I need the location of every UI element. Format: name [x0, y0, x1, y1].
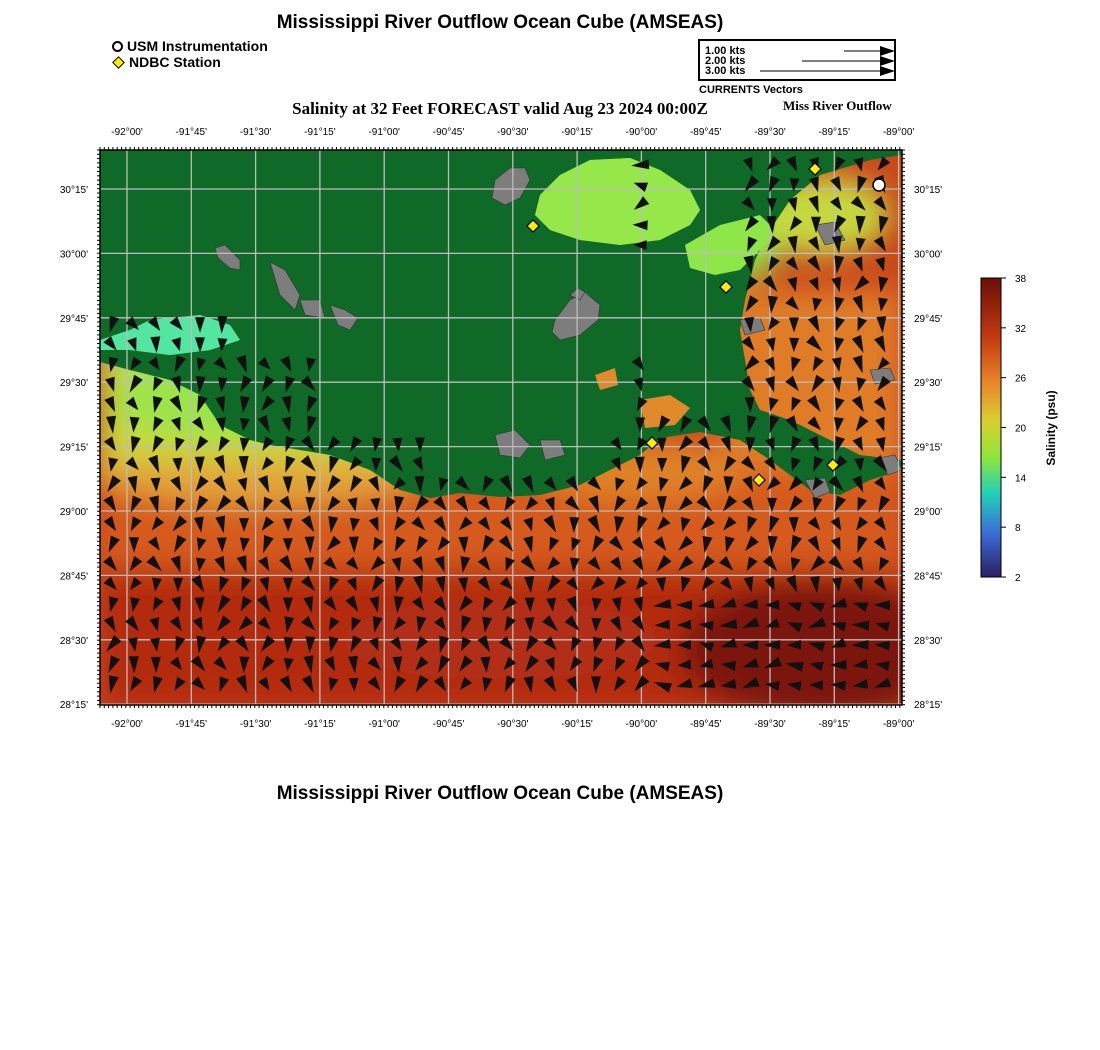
- lon-tick-label-bottom: -89°45': [689, 719, 722, 730]
- colorbar-gradient: [981, 278, 1001, 577]
- lon-tick-label-top: -92°00': [111, 127, 143, 138]
- lat-tick-label-left: 29°30': [59, 378, 88, 390]
- region-label: Miss River Outflow: [783, 98, 892, 113]
- bottom-title: Mississippi River Outflow Ocean Cube (AMSEAS): [276, 783, 724, 804]
- lat-tick-label-right: 29°15': [914, 442, 943, 454]
- lat-tick-label-left: 29°45': [59, 313, 88, 325]
- lon-tick-label-top: -91°45': [175, 127, 208, 138]
- colorbar-tick-label: 20: [1015, 423, 1027, 435]
- colorbar-tick-label: 32: [1015, 323, 1027, 335]
- lat-tick-label-left: 30°00': [59, 249, 88, 261]
- colorbar-ticks: [1001, 274, 1027, 584]
- lon-tick-label-bottom: -92°00': [111, 719, 143, 730]
- lat-tick-label-right: 28°15': [914, 700, 943, 712]
- colorbar: [981, 274, 1058, 584]
- lon-tick-label-top: -91°30': [239, 127, 272, 138]
- lon-tick-label-top: -90°00': [625, 127, 658, 138]
- lat-tick-label-right: 30°15': [914, 185, 943, 196]
- usm-legend-label: USM Instrumentation: [127, 38, 268, 54]
- colorbar-title: Salinity (psu): [1044, 390, 1058, 466]
- vector-key-label-1: 1.00 kts: [705, 45, 746, 57]
- lon-tick-label-top: -90°45': [432, 127, 465, 138]
- lat-tick-label-left: 29°00': [59, 507, 88, 518]
- lat-tick-label-left: 28°15': [59, 700, 88, 712]
- lon-tick-label-bottom: -89°30': [754, 719, 786, 730]
- lon-tick-label-bottom: -91°30': [239, 719, 272, 730]
- vector-key-label-3: 3.00 kts: [705, 65, 746, 77]
- lat-tick-label-right: 29°30': [914, 378, 943, 390]
- lon-tick-label-top: -89°45': [689, 127, 722, 138]
- lon-tick-label-top: -89°15': [818, 127, 851, 138]
- lat-tick-label-right: 28°45': [914, 571, 943, 583]
- map-subtitle: Salinity at 32 Feet FORECAST valid Aug 23 2024 00:00Z: [292, 99, 708, 118]
- lon-tick-label-top: -91°00': [368, 127, 400, 138]
- lat-tick-label-right: 28°30': [914, 635, 943, 647]
- lat-tick-label-left: 30°15': [59, 185, 88, 196]
- colorbar-tick-label: 26: [1015, 373, 1027, 385]
- lon-tick-label-bottom: -91°00': [368, 719, 400, 730]
- lat-tick-label-left: 29°15': [59, 442, 88, 454]
- lat-tick-label-right: 29°45': [914, 313, 943, 325]
- lon-tick-label-bottom: -90°30': [497, 719, 529, 730]
- usm-station-marker: [873, 179, 885, 191]
- lat-tick-label-left: 28°45': [59, 571, 88, 583]
- lon-tick-label-bottom: -90°15': [561, 719, 593, 730]
- colorbar-tick-label: 2: [1015, 573, 1021, 584]
- lon-tick-label-top: -89°30': [754, 127, 786, 138]
- vector-key-label-2: 2.00 kts: [705, 55, 746, 67]
- lat-tick-label-right: 29°00': [914, 507, 943, 518]
- lon-tick-label-top: -89°00': [882, 127, 915, 138]
- vector-key-caption: CURRENTS Vectors: [699, 84, 803, 96]
- ndbc-legend-label: NDBC Station: [129, 54, 221, 70]
- lon-tick-label-bottom: -90°00': [625, 719, 658, 730]
- lon-tick-label-top: -90°15': [561, 127, 593, 138]
- colorbar-tick-label: 38: [1015, 274, 1027, 285]
- lon-tick-label-top: -91°15': [304, 127, 336, 138]
- colorbar-tick-label: 8: [1015, 523, 1021, 535]
- lon-tick-label-bottom: -90°45': [432, 719, 465, 730]
- lon-tick-label-bottom: -89°00': [882, 719, 915, 730]
- page-title: Mississippi River Outflow Ocean Cube (AMSEAS): [276, 12, 724, 33]
- colorbar-tick-label: 14: [1015, 473, 1027, 485]
- lon-tick-label-top: -90°30': [497, 127, 529, 138]
- lat-tick-label-left: 28°30': [59, 635, 88, 647]
- lon-tick-label-bottom: -89°15': [818, 719, 851, 730]
- lon-tick-label-bottom: -91°15': [304, 719, 336, 730]
- lat-tick-label-right: 30°00': [914, 249, 943, 261]
- lon-tick-label-bottom: -91°45': [175, 719, 208, 730]
